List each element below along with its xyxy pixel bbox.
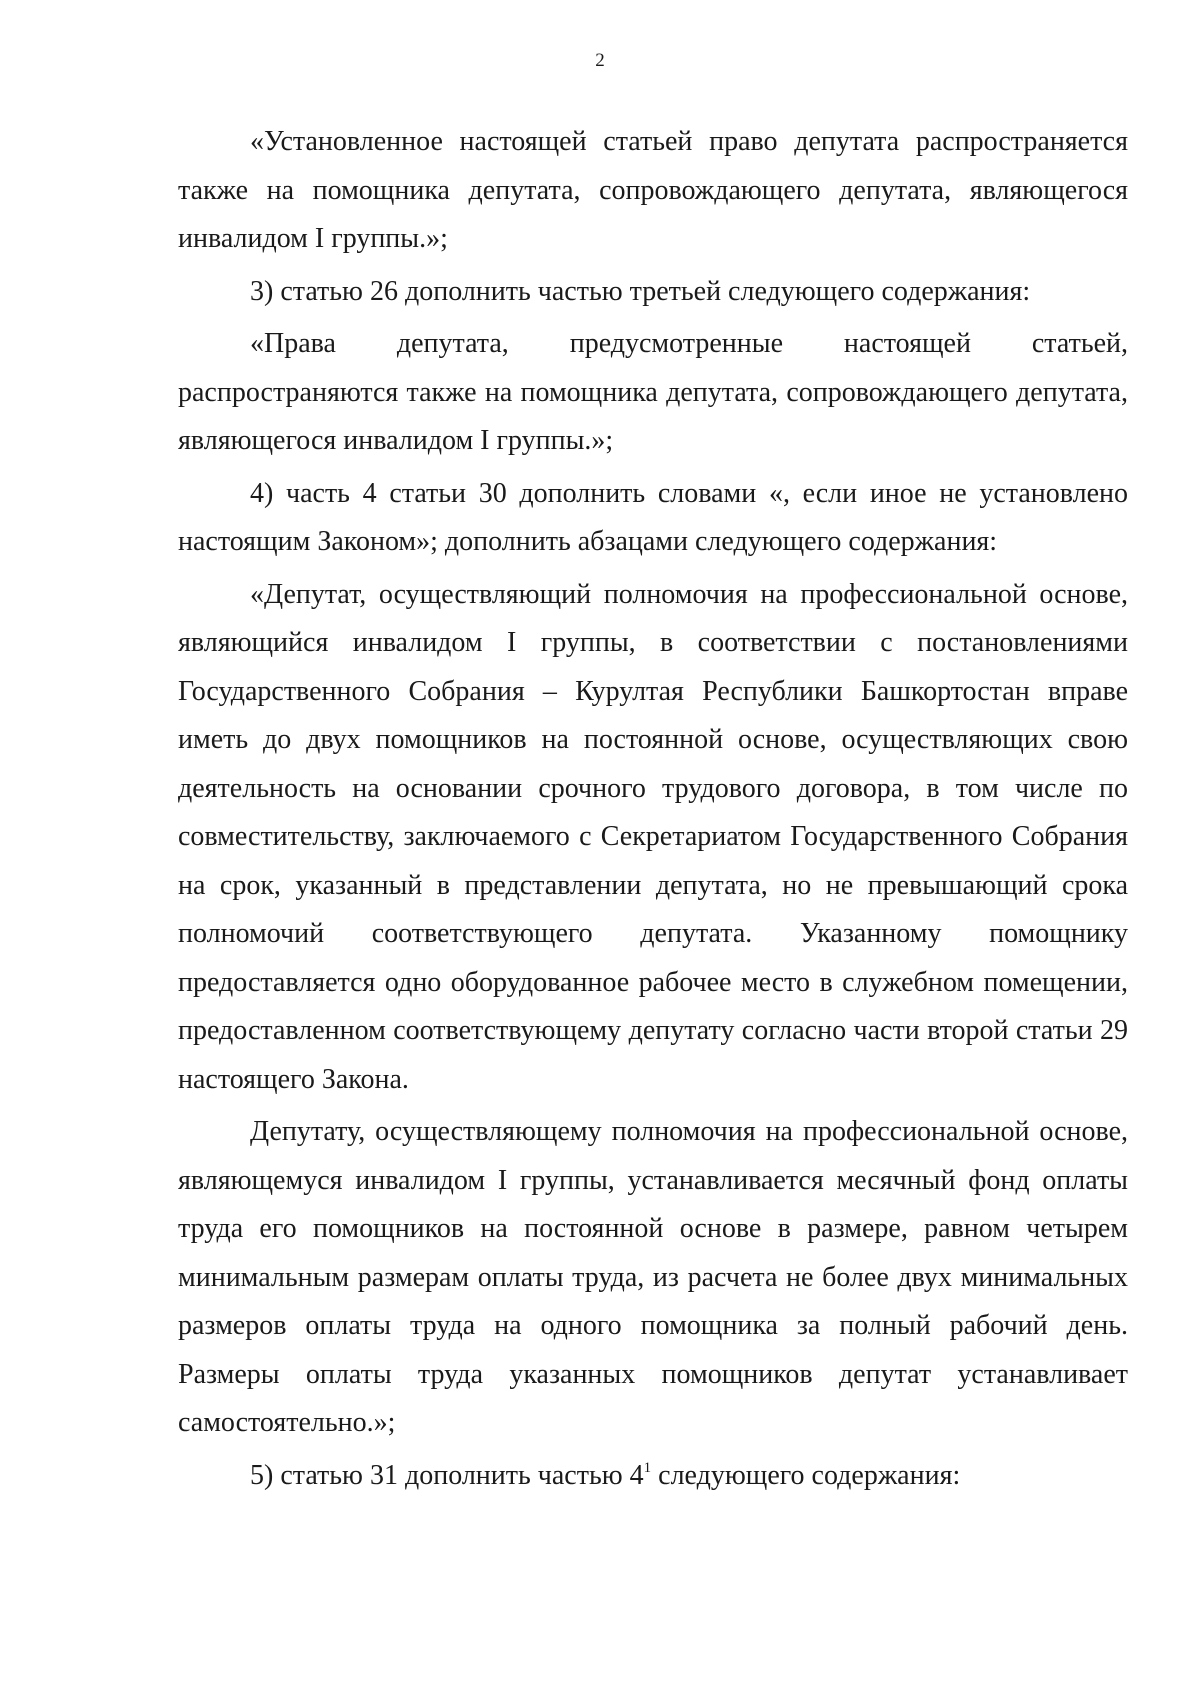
paragraph-4: 4) часть 4 статьи 30 дополнить словами «, если иное не установлено настоящим Законом»; дополнить абзацами следующего содержания: xyxy=(178,477,1128,557)
page-number: 2 xyxy=(595,50,605,71)
paragraph-3: «Права депутата, предусмотренные настоящей статьей, распространяются также на помощника депутата, сопровождающего депутата, являющегося инвалидом I группы.»; xyxy=(178,328,1128,456)
paragraph-7-superscript: 1 xyxy=(643,1459,652,1476)
document-body xyxy=(178,118,1128,1500)
paragraph-7 xyxy=(178,1452,1128,1501)
paragraph-1: «Установленное настоящей статьей право депутата распространяется также на помощника депутата, сопровождающего депутата, являющегося инвалидом I группы.»; xyxy=(178,126,1128,254)
paragraph-6: Депутату, осуществляющему полномочия на профессиональной основе, являющемуся инвалидом I группы, устанавливается месячный фонд оплаты труда его помощников на постоянной основе в размере, равном четырем минимальным размерам оплаты труда, из расчета не более двух минимальных размеров оплаты труда на одного помощника за полный рабочий день. Размеры оплаты труда указанных помощников депутат устанавливает самостоятельно.»; xyxy=(178,1116,1128,1438)
paragraph-2: 3) статью 26 дополнить частью третьей следующего содержания: xyxy=(250,275,1031,307)
paragraph-5: «Депутат, осуществляющий полномочия на профессиональной основе, являющийся инвалидом I группы, в соответствии с постановлениями Государственного Собрания – Курултая Республики Башкортостан вправе иметь до двух помощников на постоянной основе, осуществляющих свою деятельность на основании срочного трудового договора, в том числе по совместительству, заключаемого с Секретариатом Государственного Собрания на срок, указанный в представлении депутата, но не превышающий срока полномочий соответствующего депутата. Указанному помощнику предоставляется одно оборудованное рабочее место в служебном помещении, предоставленном соответствующему депутату согласно части второй статьи 29 настоящего Закона. xyxy=(178,578,1128,1095)
paragraph-7-text-start: 5) статью 31 дополнить частью 4 xyxy=(250,1459,644,1491)
paragraph-7-text-end: следующего содержания: xyxy=(651,1459,961,1491)
